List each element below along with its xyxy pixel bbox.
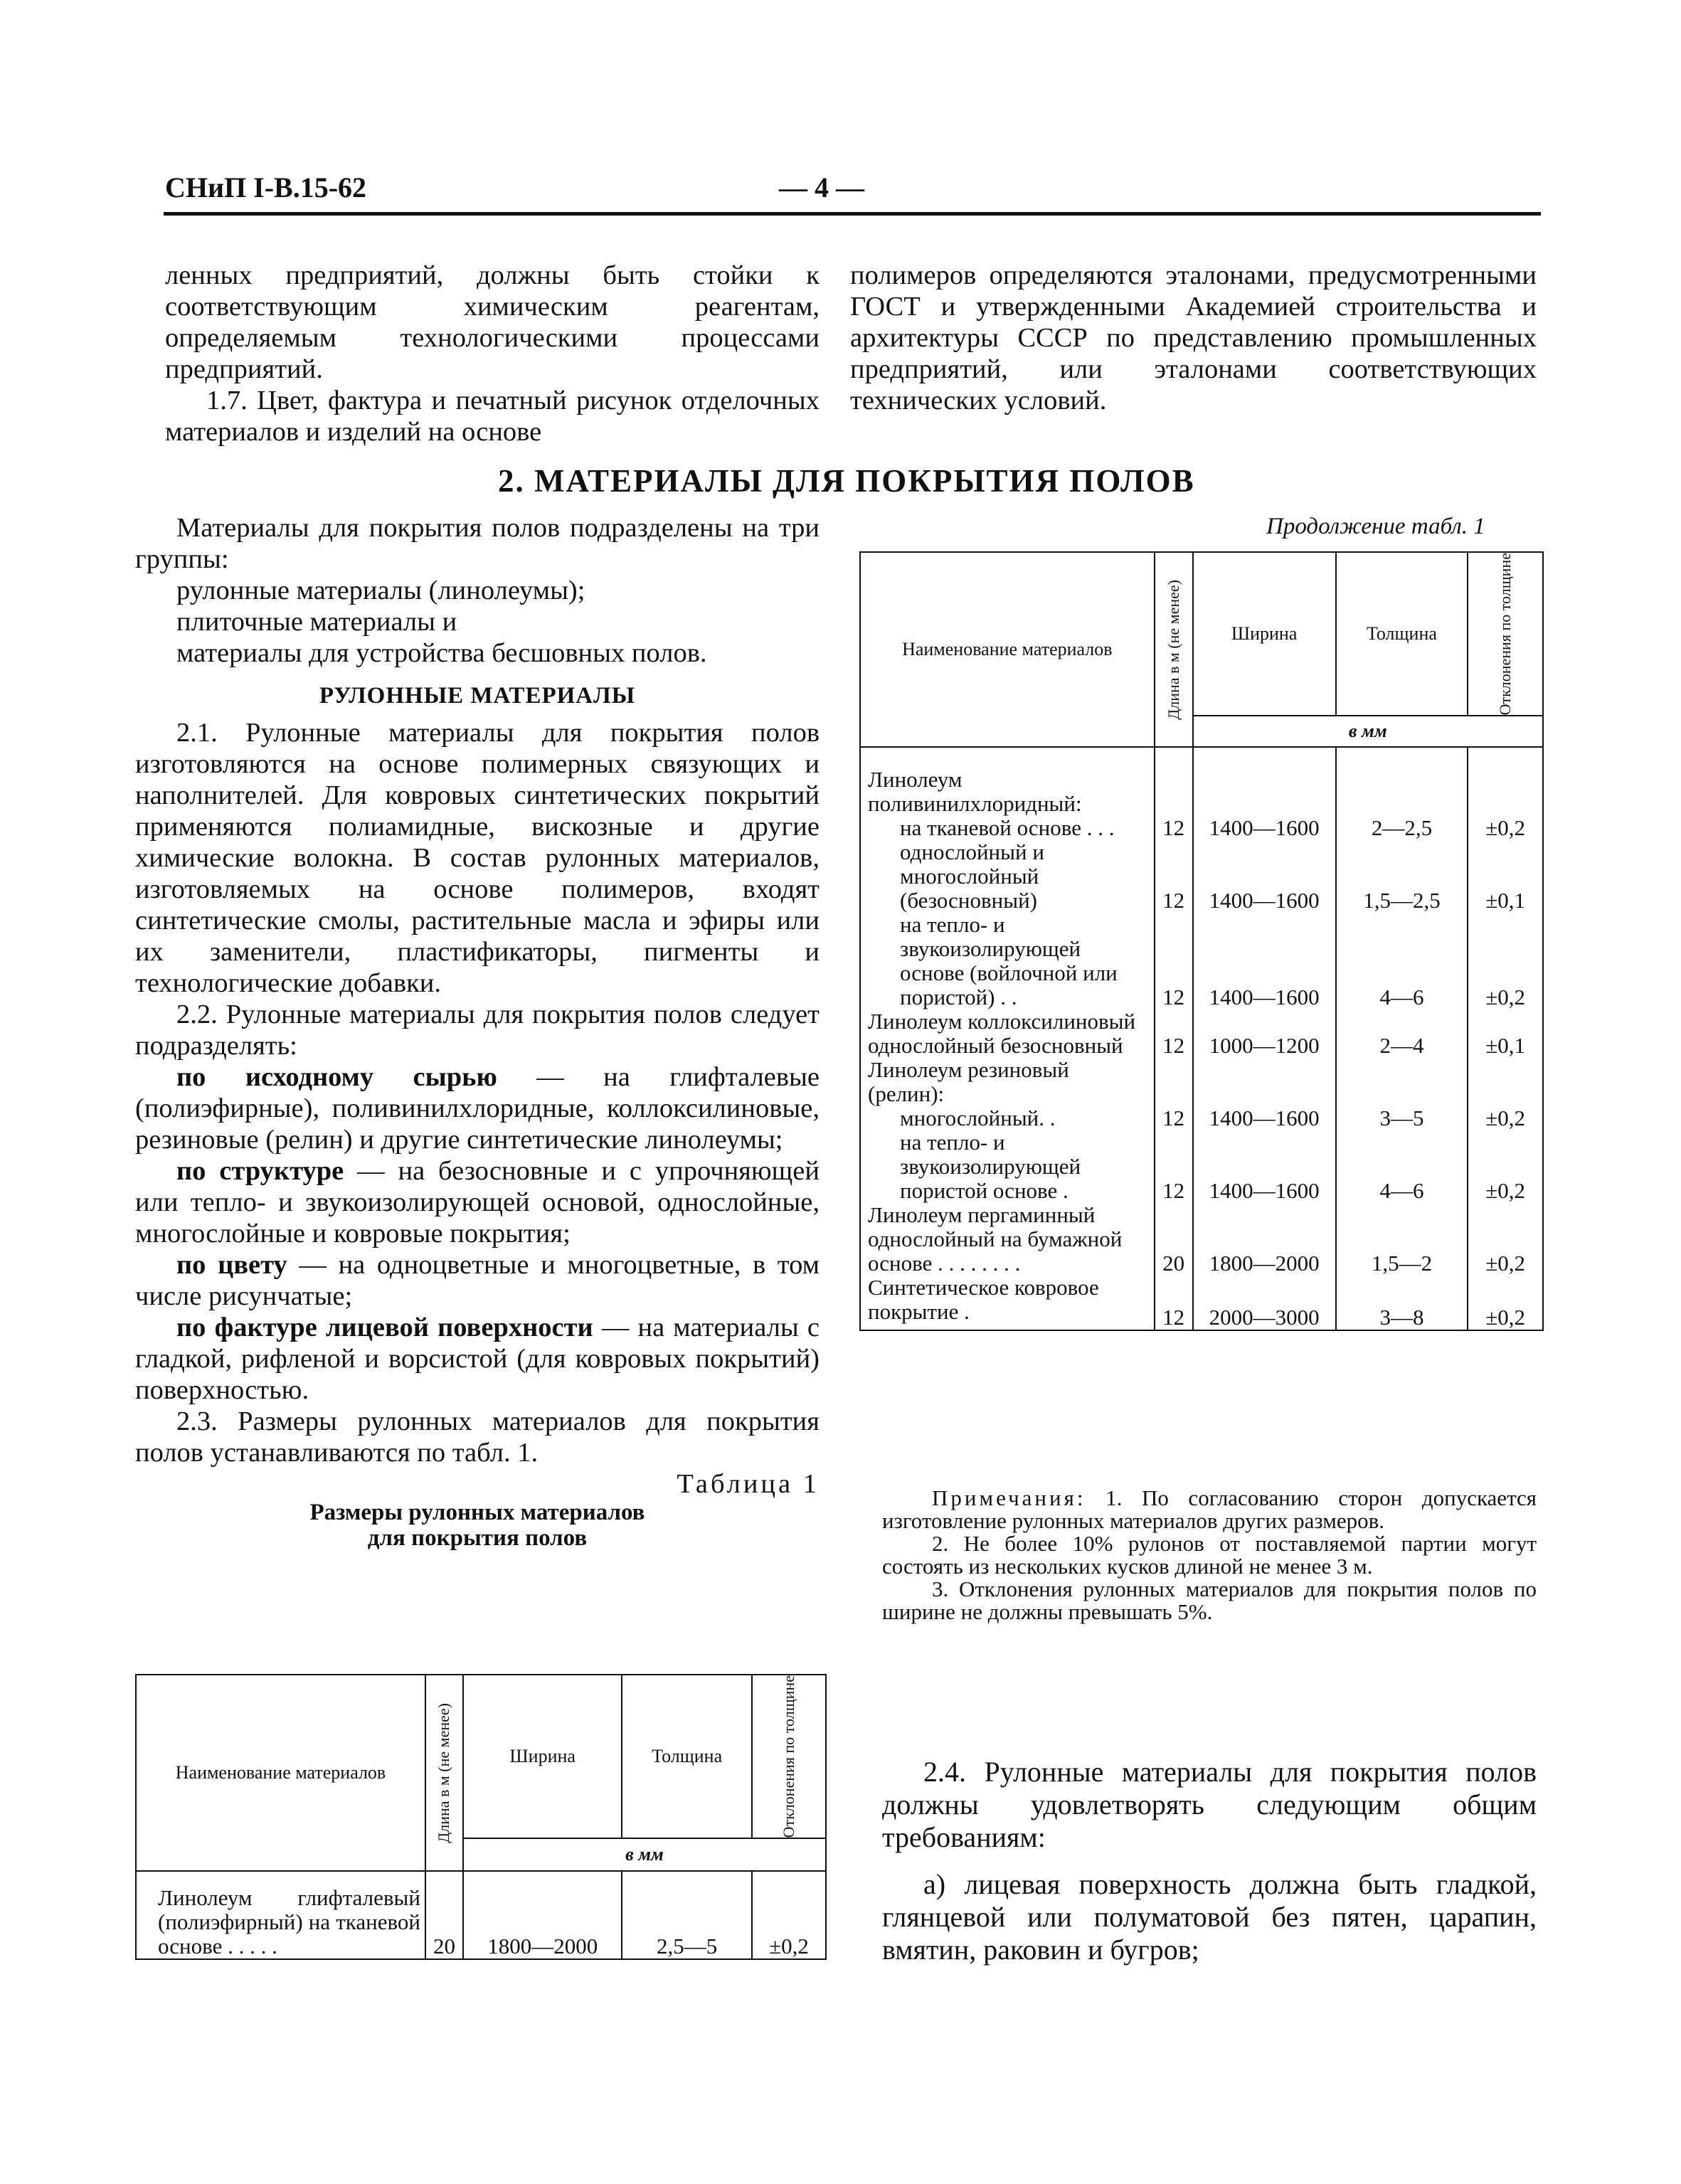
- col-header-length: Длина в м (не менее): [1155, 552, 1193, 747]
- paragraph-2-3: 2.3. Размеры рулонных материалов для покрытия полов устанавливаются по табл. 1.: [135, 1406, 820, 1468]
- paragraph: полимеров определяются эталонами, предусмотренными ГОСТ и утвержденными Академией строительства и архитектуры СССР по представлению промышленных предприятий, или эталонами соответствующих технических условий.: [850, 260, 1537, 415]
- paragraph-2-2: 2.2. Рулонные материалы для покрытия полов следует подразделять:: [135, 1000, 820, 1061]
- table-1: [135, 1674, 827, 1960]
- col-header-width: Ширина: [1193, 552, 1336, 716]
- document-code: СНиП I-В.15-62: [165, 171, 367, 203]
- left-column: [135, 512, 820, 1551]
- table-1-continued: [859, 551, 1544, 1331]
- col-header-name: Наименование материалов: [136, 1675, 425, 1871]
- paragraph-1-7: 1.7. Цвет, фактура и печатный рисунок отделочных материалов и изделий на основе: [165, 386, 820, 447]
- table-row: на тепло- и звукоизолирующей пористой основе . 12 1400—1600 4—6 ±0,2: [860, 1130, 1543, 1203]
- top-right-text: [850, 260, 1537, 416]
- group-item: плиточные материалы и: [176, 607, 457, 637]
- table-row: Линолеум резиновый (релин):: [860, 1058, 1543, 1106]
- notes-label: Примечания:: [932, 1485, 1086, 1510]
- intro-paragraph: Материалы для покрытия полов подразделены на три группы:: [135, 513, 820, 574]
- col-header-thickness: Толщина: [622, 1675, 752, 1838]
- note-3: 3. Отклонения рулонных материалов для покрытия полов по ширине не должны превышать 5%.: [882, 1576, 1537, 1624]
- section-title: 2. МАТЕРИАЛЫ ДЛЯ ПОКРЫТИЯ ПОЛОВ: [498, 463, 1195, 499]
- class-term: по цвету: [176, 1250, 287, 1280]
- class-term: по фактуре лицевой поверхности: [176, 1313, 593, 1342]
- table-caption: Размеры рулонных материалов: [309, 1500, 645, 1525]
- group-item: материалы для устройства бесшовных полов.: [176, 638, 707, 668]
- page-number: — 4 —: [779, 171, 864, 203]
- continuation-label: Продолжение табл. 1: [1266, 514, 1485, 539]
- table-row: Линолеум коллоксилиновый однослойный безосновный 12 1000—1200 2—4 ±0,1: [860, 1009, 1543, 1058]
- class-term: по структуре: [176, 1156, 344, 1186]
- note-2: 2. Не более 10% рулонов от поставляемой партии могут состоять из нескольких кусков длиной не менее 3 м.: [882, 1531, 1537, 1579]
- paragraph-2-4: 2.4. Рулонные материалы для покрытия полов должны удовлетворять следующим общим требованиям:: [882, 1756, 1537, 1853]
- class-item: по цвету — на одноцветные и многоцветные, в том числе рисунчатые;: [135, 1250, 820, 1311]
- header-rule: [164, 212, 1541, 216]
- col-header-deviation: Отклонения по толщине: [752, 1675, 826, 1838]
- right-bottom-text: [882, 1756, 1537, 1966]
- paragraph-2-4-a: а) лицевая поверхность должна быть гладкой, глянцевой или полуматовой без пятен, царапин, вмятин, раковин и бугров;: [882, 1868, 1537, 1966]
- note-1: 1. По согласованию сторон допускается изготовление рулонных материалов других размеров.: [882, 1485, 1537, 1533]
- table-row: Синтетическое ковровое покрытие . 12 2000—3000 3—8 ±0,2: [860, 1276, 1543, 1330]
- col-header-width: Ширина: [463, 1675, 622, 1838]
- col-header-thickness: Толщина: [1336, 552, 1468, 716]
- class-term: по исходному сырью: [176, 1062, 497, 1092]
- table-row: на тканевой основе . . . 12 1400—1600 2—2,5 ±0,2: [860, 816, 1543, 840]
- subsection-title: РУЛОННЫЕ МАТЕРИАЛЫ: [319, 683, 636, 709]
- table-label: Таблица 1: [677, 1469, 820, 1499]
- col-header-length: Длина в м (не менее): [425, 1675, 463, 1871]
- class-item: по исходному сырью — на глифталевые (полиэфирные), поливинилхлоридные, коллоксилиновые, резиновые (релин) и другие синтетические линолеумы;: [135, 1062, 820, 1155]
- class-item: по фактуре лицевой поверхности — на материалы с гладкой, рифленой и ворсистой (для ковровых покрытий) поверхностью.: [135, 1313, 820, 1405]
- class-item: по структуре — на безосновные и с упрочняющей или тепло- и звукоизолирующей основой, однослойные, многослойные и ковровые покрытия;: [135, 1156, 820, 1249]
- table-row: однослойный и многослойный (безосновный) 12 1400—1600 1,5—2,5 ±0,1: [860, 840, 1543, 913]
- col-header-deviation: Отклонения по толщине: [1468, 552, 1543, 716]
- table-row: на тепло- и звукоизолирующей основе (войлочной или пористой) . . 12 1400—1600 4—6 ±0,2: [860, 913, 1543, 1009]
- unit-label: в мм: [463, 1838, 826, 1871]
- paragraph-2-1: 2.1. Рулонные материалы для покрытия полов изготовляются на основе полимерных связующих и наполнителей. Для ковровых синтетических покрытий применяются полиамидные, вискозные и другие химические волокна. В состав рулонных материалов, изготовляемых на основе полимеров, входят синтетические смолы, растительные масла и эфиры или их заменители, пластификаторы, пигменты и технологические добавки.: [135, 718, 820, 998]
- table-row: Линолеум поливинилхлоридный:: [860, 747, 1543, 816]
- group-item: рулонные материалы (линолеумы);: [176, 576, 585, 605]
- table-caption: для покрытия полов: [367, 1525, 588, 1551]
- table-row: Линолеум глифталевый (полиэфирный) на тканевой основе . . . . . 20 1800—2000 2,5—5 ±0,2: [136, 1871, 826, 1959]
- unit-label: в мм: [1193, 716, 1543, 747]
- table-row: многослойный. . 12 1400—1600 3—5 ±0,2: [860, 1106, 1543, 1130]
- col-header-name: Наименование материалов: [860, 552, 1155, 747]
- table-row: Линолеум пергаминный однослойный на бумажной основе . . . . . . . . 20 1800—2000 1,5—2 ±0,2: [860, 1203, 1543, 1276]
- top-left-text: [165, 260, 820, 447]
- table-notes: [882, 1487, 1537, 1623]
- paragraph: ленных предприятий, должны быть стойки к соответствующим химическим реагентам, определяемым технологическими процессами предприятий.: [165, 260, 820, 384]
